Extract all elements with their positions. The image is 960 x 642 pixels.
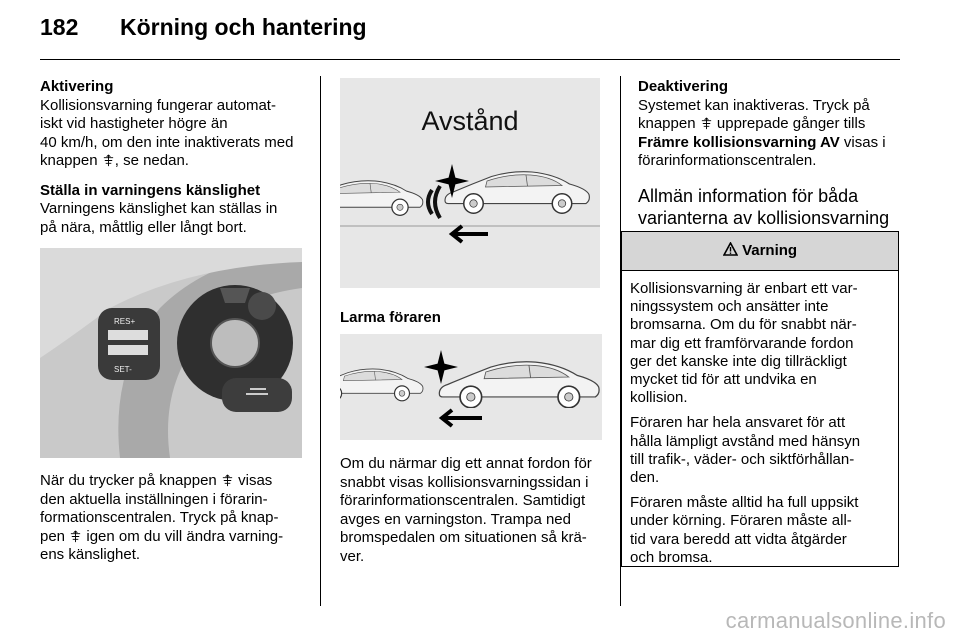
column-1-top xyxy=(40,78,310,237)
alarm-heading-wrap xyxy=(340,309,610,328)
warning-body xyxy=(622,271,898,567)
approach-arrow-icon xyxy=(452,226,488,242)
sensitivity-heading: Ställa in varningens känslighet xyxy=(40,181,261,199)
own-car-icon xyxy=(340,181,423,216)
front-car-icon xyxy=(445,172,589,214)
alarm-line-6: ver. xyxy=(340,547,365,565)
alarm-line-5: bromspedalen om situationen så krä- xyxy=(340,529,587,546)
alarm-heading: Larma föraren xyxy=(340,309,441,326)
distance-display-illustration xyxy=(340,78,600,288)
column-divider-1 xyxy=(320,76,321,606)
signal-waves-icon xyxy=(428,186,440,218)
press-line-3: formationscentralen. Tryck på knap- xyxy=(40,509,279,526)
activation-line-3: 40 km/h, om den inte inaktiverats med xyxy=(40,133,294,151)
sensitivity-line-1: Varningens känslighet kan ställas in xyxy=(40,200,278,217)
column-1-bottom xyxy=(40,472,315,565)
warning-triangle-icon xyxy=(723,242,742,259)
header-rule xyxy=(40,59,900,60)
watermark: carmanualsonline.info xyxy=(725,608,946,633)
front-car-icon xyxy=(439,362,599,408)
warning-paragraph-1: Kollisionsvarning är enbart ett var- ningssystem och ansätter inte bromsarna. Om du för snabbt när- mar dig ett framförvarande fordon ger det kanske inte dig tillräckligt mycket tid för att undvika en kollision. xyxy=(630,280,858,407)
distance-button-icon xyxy=(700,117,713,130)
distance-button-icon xyxy=(221,474,234,487)
press-line-5: ens känslighet. xyxy=(40,546,141,563)
activation-line-4: knappen , se nedan. xyxy=(40,152,189,169)
activation-line-1: Kollisionsvarning fungerar automat- xyxy=(40,96,276,114)
distance-button-icon xyxy=(102,154,115,167)
deactivation-line-4: förarinformationscentralen. xyxy=(638,152,817,169)
deactivation-line-1: Systemet kan inaktiveras. Tryck på xyxy=(638,96,870,114)
deactivation-line-2: knappen upprepade gånger tills xyxy=(638,115,866,132)
alarm-line-1: Om du närmar dig ett annat fordon för xyxy=(340,455,592,472)
column-3-top xyxy=(638,78,900,229)
alarm-text xyxy=(340,455,615,566)
activation-line-2: iskt vid hastigheter högre än xyxy=(40,115,228,132)
sensitivity-line-2: på nära, måttlig eller långt bort. xyxy=(40,218,247,236)
alarm-line-2: snabbt visas kollisionsvarningssidan i xyxy=(340,473,589,491)
distance-button-icon xyxy=(69,530,82,543)
warning-paragraph-2: Föraren har hela ansvaret för att hålla lämpligt avstånd med hänsyn till trafik-, väder- och siktförhållan- den. xyxy=(630,414,861,487)
warning-title xyxy=(622,232,898,271)
warning-title-text: Varning xyxy=(742,242,798,259)
press-line-4: pen igen om du vill ändra varning- xyxy=(40,527,284,545)
page-number: 182 xyxy=(40,14,79,40)
alarm-line-3: förarinformationscentralen. Samtidigt xyxy=(340,492,586,509)
warning-box xyxy=(621,231,899,567)
set-button-label: SET- xyxy=(114,365,132,374)
display-distance-text: Avstånd xyxy=(421,106,519,136)
res-button-label: RES+ xyxy=(114,317,136,326)
impact-star-icon xyxy=(424,350,458,384)
own-car-icon xyxy=(340,369,423,401)
general-heading-line-1: Allmän information för båda xyxy=(638,185,859,206)
approach-arrow-icon xyxy=(442,410,482,426)
press-line-2: den aktuella inställningen i förarin- xyxy=(40,490,268,508)
general-heading-line-2: varianterna av kollisionsvarning xyxy=(638,207,890,228)
page-title: Körning och hantering xyxy=(120,14,367,40)
collision-alarm-illustration xyxy=(340,334,602,440)
alarm-line-4: avges en varningston. Trampa ned xyxy=(340,510,571,528)
deactivation-heading: Deaktivering xyxy=(638,78,729,95)
steering-wheel-illustration xyxy=(40,248,302,458)
warning-paragraph-3: Föraren måste alltid ha full uppsikt under körning. Föraren måste all- tid vara beredd att vidta åtgärder och bromsa. xyxy=(630,494,859,566)
deactivation-line-3: Främre kollisionsvarning AV visas i xyxy=(638,133,886,151)
activation-heading: Aktivering xyxy=(40,78,114,95)
press-line-1: När du trycker på knappen visas xyxy=(40,472,273,489)
page-header xyxy=(40,14,367,41)
